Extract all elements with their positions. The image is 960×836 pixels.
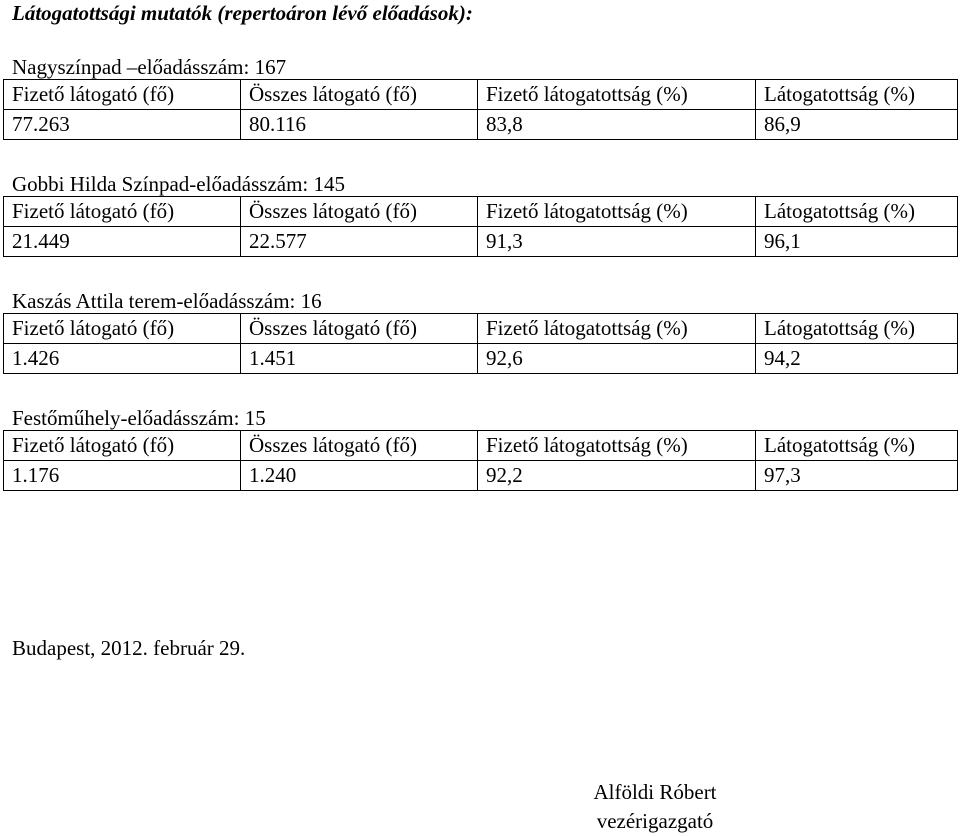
stats-table bbox=[3, 430, 958, 491]
table-row bbox=[4, 227, 958, 257]
cell-total-visitors: 1.240 bbox=[241, 461, 478, 491]
header-paying-visitors: Fizető látogató (fő) bbox=[4, 314, 241, 344]
cell-paying-attendance: 92,2 bbox=[478, 461, 756, 491]
header-attendance: Látogatottság (%) bbox=[756, 197, 958, 227]
header-paying-attendance: Fizető látogatottság (%) bbox=[478, 197, 756, 227]
cell-paying-attendance: 83,8 bbox=[478, 110, 756, 140]
header-total-visitors: Összes látogató (fő) bbox=[241, 80, 478, 110]
place-date: Budapest, 2012. február 29. bbox=[12, 636, 246, 660]
stats-table bbox=[3, 196, 958, 257]
signature-block bbox=[560, 778, 750, 836]
cell-attendance: 86,9 bbox=[756, 110, 958, 140]
cell-paying-visitors: 77.263 bbox=[4, 110, 241, 140]
stats-table bbox=[3, 313, 958, 374]
cell-total-visitors: 22.577 bbox=[241, 227, 478, 257]
cell-paying-attendance: 92,6 bbox=[478, 344, 756, 374]
cell-paying-visitors: 1.426 bbox=[4, 344, 241, 374]
header-attendance: Látogatottság (%) bbox=[756, 314, 958, 344]
section-heading: Festőműhely-előadásszám: 15 bbox=[12, 406, 266, 430]
table-header-row bbox=[4, 80, 958, 110]
table-header-row bbox=[4, 431, 958, 461]
header-total-visitors: Összes látogató (fő) bbox=[241, 197, 478, 227]
section-heading: Nagyszínpad –előadásszám: 167 bbox=[12, 55, 287, 79]
header-paying-attendance: Fizető látogatottság (%) bbox=[478, 314, 756, 344]
header-total-visitors: Összes látogató (fő) bbox=[241, 314, 478, 344]
section-heading: Gobbi Hilda Színpad-előadásszám: 145 bbox=[12, 172, 346, 196]
cell-attendance: 94,2 bbox=[756, 344, 958, 374]
cell-attendance: 96,1 bbox=[756, 227, 958, 257]
cell-paying-attendance: 91,3 bbox=[478, 227, 756, 257]
table-row bbox=[4, 110, 958, 140]
header-paying-visitors: Fizető látogató (fő) bbox=[4, 80, 241, 110]
stats-table bbox=[3, 79, 958, 140]
document-title: Látogatottsági mutatók (repertoáron lévő előadások): bbox=[12, 1, 473, 25]
header-paying-visitors: Fizető látogató (fő) bbox=[4, 197, 241, 227]
header-attendance: Látogatottság (%) bbox=[756, 80, 958, 110]
header-attendance: Látogatottság (%) bbox=[756, 431, 958, 461]
signatory-role: vezérigazgató bbox=[596, 809, 714, 833]
header-paying-visitors: Fizető látogató (fő) bbox=[4, 431, 241, 461]
cell-total-visitors: 1.451 bbox=[241, 344, 478, 374]
section-heading: Kaszás Attila terem-előadásszám: 16 bbox=[12, 289, 322, 313]
table-row bbox=[4, 344, 958, 374]
header-paying-attendance: Fizető látogatottság (%) bbox=[478, 431, 756, 461]
header-total-visitors: Összes látogató (fő) bbox=[241, 431, 478, 461]
signatory-name: Alföldi Róbert bbox=[593, 780, 717, 804]
cell-paying-visitors: 21.449 bbox=[4, 227, 241, 257]
cell-paying-visitors: 1.176 bbox=[4, 461, 241, 491]
table-header-row bbox=[4, 314, 958, 344]
header-paying-attendance: Fizető látogatottság (%) bbox=[478, 80, 756, 110]
cell-attendance: 97,3 bbox=[756, 461, 958, 491]
table-row bbox=[4, 461, 958, 491]
cell-total-visitors: 80.116 bbox=[241, 110, 478, 140]
table-header-row bbox=[4, 197, 958, 227]
